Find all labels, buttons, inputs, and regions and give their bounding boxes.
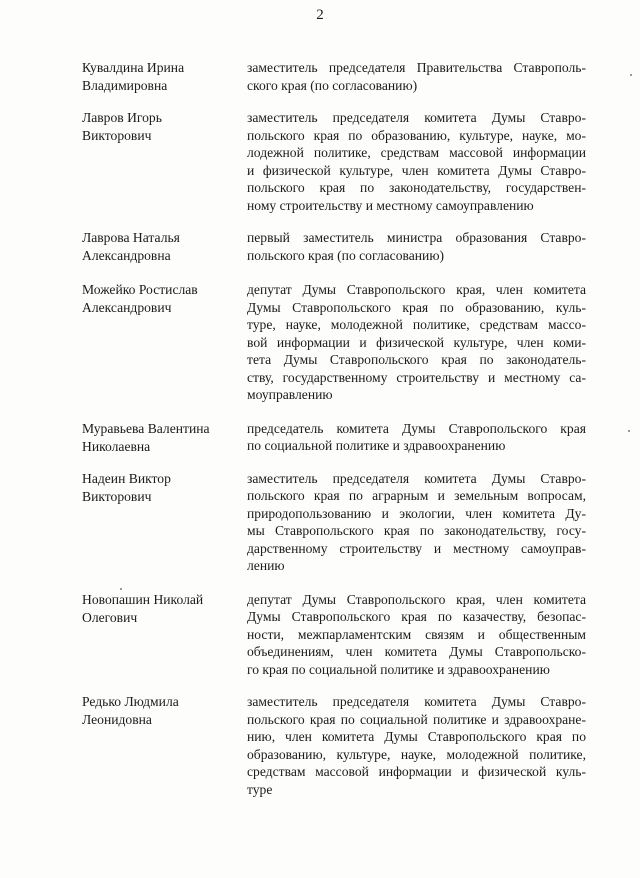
member-name (0, 693, 240, 729)
member-patronymic: Олегович (82, 609, 138, 625)
member-patronymic: Владимировна (82, 78, 168, 93)
member-entry (0, 591, 640, 679)
member-name (0, 229, 240, 265)
member-surname-firstname: Надеин Виктор (82, 470, 171, 486)
role-line: заместитель председателя комитета Думы Ставро- (247, 110, 586, 125)
role-line: средствам массовой информации и физической куль- (247, 764, 586, 779)
role-line: депутат Думы Ставропольского края, член комитета (247, 591, 586, 607)
member-patronymic: Александрович (82, 300, 172, 315)
role-line: польского края по образованию, культуре, науке, мо- (247, 127, 586, 143)
role-line: польского края по аграрным и земельным вопросам, (247, 488, 586, 503)
role-line: польского края по социальной политике и здравоохране- (247, 711, 586, 727)
role-line: Думы Ставропольского края по образованию, куль- (247, 299, 586, 315)
role-line: тета Думы Ставропольского края по законодатель- (247, 352, 586, 367)
member-role (247, 470, 586, 575)
member-surname-firstname: Кувалдина Ирина (82, 60, 185, 75)
member-surname-firstname: Муравьева Валентина (82, 420, 210, 436)
role-line: лению (247, 558, 285, 573)
role-line: ному строительству и местному самоуправлению (247, 197, 534, 213)
role-line: и физической культуре, член комитета Думы Ставро- (247, 162, 586, 178)
role-line: по социальной политике и здравоохранению (247, 438, 506, 453)
member-patronymic: Леонидовна (82, 712, 152, 727)
role-line: лодежной политике, средствам массовой информации (247, 145, 586, 160)
member-role (247, 591, 586, 679)
member-surname-firstname: Можейко Ростислав (82, 282, 198, 297)
scan-speck (120, 588, 122, 590)
role-line: природопользованию и экологии, член комитета Ду- (247, 505, 586, 521)
member-patronymic: Александровна (82, 248, 171, 263)
member-surname-firstname: Редько Людмила (82, 694, 179, 709)
role-line: туре (247, 781, 273, 797)
role-line: ности, межпарламентским связям и общественным (247, 626, 586, 642)
role-line: Думы Ставропольского края по казачеству, безопас- (247, 609, 586, 624)
role-line: ству, государственному строительству и местному са- (247, 369, 586, 385)
role-line: заместитель председателя комитета Думы Ставро- (247, 470, 586, 486)
member-role (247, 109, 586, 214)
page-number: 2 (316, 7, 324, 23)
member-patronymic: Викторович (82, 128, 152, 143)
member-role (247, 229, 586, 264)
role-line: первый заместитель министра образования Ставро- (247, 230, 586, 245)
member-entry (0, 693, 640, 798)
scan-speck (630, 74, 632, 76)
member-name (0, 109, 240, 145)
member-entry (0, 470, 640, 575)
role-line: го края по социальной политике и здравоохранению (247, 661, 550, 677)
role-line: заместитель председателя Правительства Ставрополь- (247, 60, 586, 75)
member-entry (0, 109, 640, 214)
role-line: объединениям, член комитета Думы Ставропольско- (247, 644, 586, 659)
member-role (247, 59, 586, 94)
role-line: депутат Думы Ставропольского края, член комитета (247, 282, 586, 297)
member-surname-firstname: Лаврова Наталья (82, 230, 180, 245)
scan-speck (628, 430, 630, 432)
member-entry (0, 229, 640, 265)
role-line: вой информации и физической культуре, член коми- (247, 334, 586, 350)
role-line: председатель комитета Думы Ставропольского края (247, 420, 586, 436)
member-name (0, 281, 240, 317)
role-line: туре, науке, молодежной политике, средствам массо- (247, 317, 586, 332)
role-line: мы Ставропольского края по законодательству, госу- (247, 523, 586, 538)
member-patronymic: Николаевна (82, 438, 151, 454)
member-surname-firstname: Новопашин Николай (82, 591, 204, 607)
members-list (0, 59, 640, 798)
member-entry (0, 59, 640, 95)
role-line: дарственному строительству и местному самоуправ- (247, 540, 586, 556)
member-entry (0, 420, 640, 456)
role-line: образованию, культуре, науке, молодежной политике, (247, 746, 586, 762)
member-name (0, 420, 240, 456)
member-name (0, 591, 240, 627)
role-line: ского края (по согласованию) (247, 77, 418, 93)
member-patronymic: Викторович (82, 488, 152, 504)
role-line: польского края по законодательству, государствен- (247, 180, 586, 195)
member-surname-firstname: Лавров Игорь (82, 110, 162, 125)
member-name (0, 470, 240, 506)
role-line: моуправлению (247, 387, 333, 402)
role-line: нию, член комитета Думы Ставропольского края по (247, 729, 586, 744)
role-line: польского края (по согласованию) (247, 247, 445, 263)
role-line: заместитель председателя комитета Думы Ставро- (247, 694, 586, 709)
member-role (247, 693, 586, 798)
member-entry (0, 281, 640, 404)
member-name (0, 59, 240, 95)
member-role (247, 281, 586, 404)
member-role (247, 420, 586, 455)
